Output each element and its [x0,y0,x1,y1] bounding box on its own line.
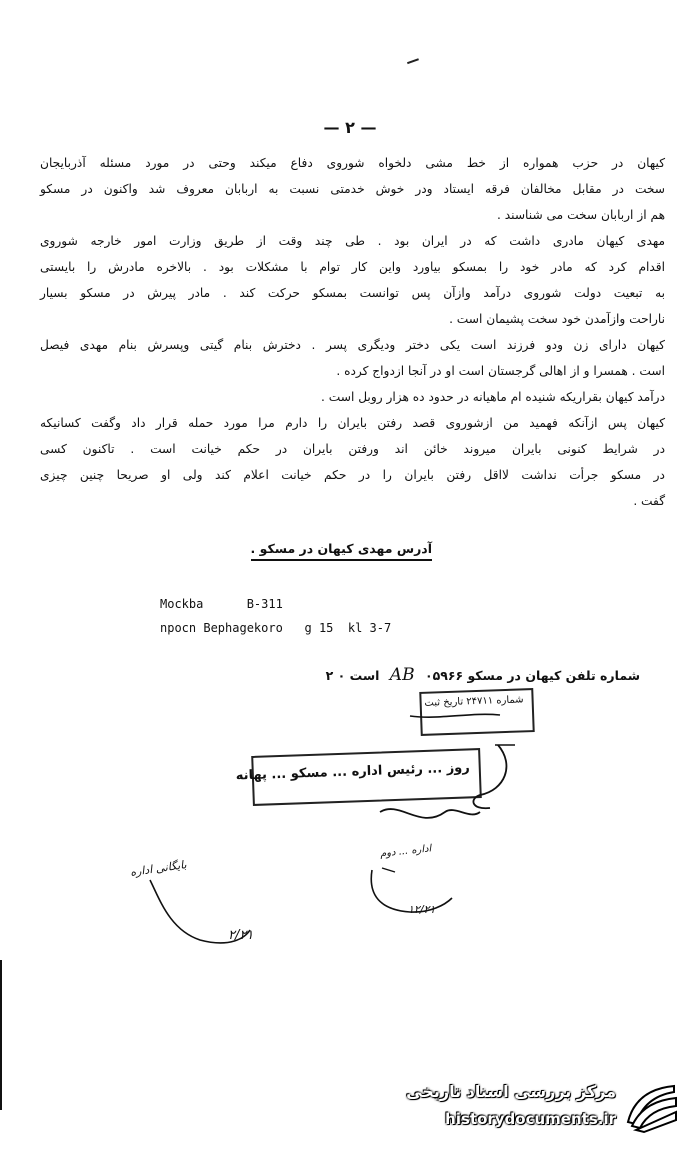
signature-stroke [473,745,506,808]
text-line: کیهان در حزب همواره از خط مشی دلخواه شوروی دفاع میکند وحتی در مورد مسئله آذربایجان [40,156,665,170]
text-line: در مسکو جرأت نداشت لااقل رفتن بایران را در حکم خیانت اعلام کند ولی او صریحا چنین چیزی [40,468,665,482]
text-line: مهدی کیهان مادری داشت که در ایران بود . طی چند وقت از طریق وزارت امور خارجه شوروی [40,234,665,248]
scan-edge-line [0,960,2,1110]
pen-stroke [382,868,395,872]
phone-code: AB [389,665,415,685]
cyrillic-line-2: npocn Bephagekoro g 15 kl 3-7 [160,621,392,635]
watermark-title: مرکز بررسی اسناد تاریخی [406,1082,616,1101]
stamp-text: روز ... رئیس اداره ... مسکو ... پهانه [235,760,471,784]
handwritten-note-left: بایگانی اداره [129,858,188,879]
stamp-text: شماره ۲۴۷۱۱ تاریخ ثبت [424,694,524,709]
handwritten-date-left: ۲/۲۱ [228,928,254,943]
text-line: به تبعیت دولت شوروی درآمد وازآن پس توانست بمسکو حرکت کند . مادر پیرش در مسکو بسیار [40,286,665,300]
book-emblem-icon [622,1078,680,1134]
cyrillic-line-1: Mockba B-311 [160,597,283,611]
text-line: کیهان دارای زن ودو فرزند است یکی دختر ودیگری پسر . دخترش بنام گیتی وپسرش بنام مهدی فیصل [40,338,665,352]
text-line: کیهان پس ازآنکه فهمید من ازشوروی قصد رفتن بایران را دارم مرا مورد حمله قرار داد وگفت کسانیکه [40,416,665,430]
page-number: — ۲ — [323,118,377,137]
address-heading: آدرس مهدی کیهان در مسکو . [251,541,432,561]
phone-label: شماره تلفن کیهان در مسکو ۰۵۹۶۶ [424,668,640,683]
watermark-site: historydocuments.ir [445,1110,616,1128]
text-line: هم از اربابان سخت می شناسند . [497,208,665,222]
text-line: در شرایط کنونی بایران میروند خائن اند ورفتن بایران در حکم خیانت است . تاکنون کسی [40,442,665,456]
phone-suffix: است ۰ ۲ [325,668,380,683]
text-line: سخت در مقابل مخالفان فرقه ایستاد ودر خوش خدمتی نسبت به اربابان معروف شد واکنون در مسکو [40,182,665,196]
watermark-logo [386,1070,686,1140]
text-line: اقدام کرد که مادر خود را بمسکو بیاورد واین کار توام با مشکلات بود . بالاخره مادرش را بایستی [40,260,665,274]
handwritten-note-right: اداره ... دوم [379,843,432,860]
handwritten-date-right: ۱۲/۲۱ [408,903,436,916]
pen-stroke [410,714,500,717]
text-line: ناراحت وازآمدن خود سخت پشیمان است . [449,312,665,326]
text-line: درآمد کیهان بقراریکه شنیده ام ماهیانه در حدود ده هزار روبل است . [321,390,665,404]
text-line: است . همسرا و از اهالی گرجستان است او در آنجا ازدواج کرده . [336,364,665,378]
text-line: گفت . [633,494,665,508]
signature-stroke [380,809,480,818]
